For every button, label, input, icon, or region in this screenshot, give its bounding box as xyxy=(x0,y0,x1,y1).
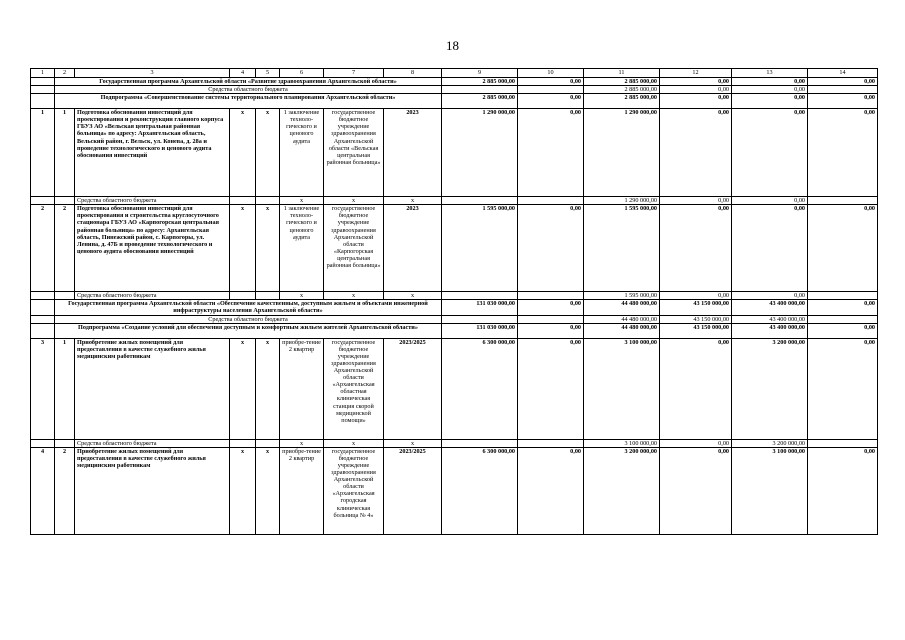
executor: государственное бюджетное учреждение здравоохранения Архангельской области «Архангельская областная клиническая станция скорой медицинской помощи» xyxy=(324,338,384,439)
cell-value: х xyxy=(230,205,256,292)
cell-value: 0,00 xyxy=(518,447,584,534)
cell-value: х xyxy=(324,197,384,205)
program-title: Государственная программа Архангельской области «Обеспечение качественным, доступным жильем и объектами инженерной инфраструктуры населения Архангельской области» xyxy=(55,300,442,315)
header-cell: 8 xyxy=(384,69,442,78)
cell-value: 0,00 xyxy=(660,78,732,86)
cell-value: 0,00 xyxy=(732,109,808,197)
cell-value: 43 150 000,00 xyxy=(660,323,732,338)
cell-value: 43 150 000,00 xyxy=(660,300,732,315)
cell-value: 0,00 xyxy=(518,338,584,439)
table-row xyxy=(31,109,878,197)
header-row xyxy=(31,69,878,78)
cell-value: х xyxy=(256,205,280,292)
program-title: Государственная программа Архангельской области «Развитие здравоохранения Архангельской области» xyxy=(55,78,442,86)
cell-value: 0,00 xyxy=(732,78,808,86)
result-indicator: приобре-тение 2 квартир xyxy=(280,447,324,534)
period: 2023 xyxy=(384,205,442,292)
row-number: 2 xyxy=(31,205,55,292)
event-name: Подготовка обоснования инвестиций для проектирования и строительства круглосуточного стационара ГБУЗ АО «Карпогорская центральная районная больница» по адресу: Архангельская область, Пинежский район, с. Карпогоры, ул. Ленина, д. 47Б и проведение технологического и ценового аудита обоснования инвестиций xyxy=(75,205,230,292)
cell-total: 1 290 000,00 xyxy=(442,109,518,197)
cell-value: 1 595 000,00 xyxy=(584,292,660,300)
funding-source-row xyxy=(31,439,878,447)
cell-value: 0,00 xyxy=(732,197,808,205)
row-subnumber: 1 xyxy=(55,109,75,197)
cell-total: 6 300 000,00 xyxy=(442,338,518,439)
program-row xyxy=(31,300,878,315)
period: 2023/2025 xyxy=(384,447,442,534)
header-cell: 10 xyxy=(518,69,584,78)
cell-value: 0,00 xyxy=(660,94,732,109)
cell-value: 2 885 000,00 xyxy=(584,94,660,109)
result-indicator: приобре-тение 2 квартир xyxy=(280,338,324,439)
cell-value: х xyxy=(256,338,280,439)
cell-value: 1 595 000,00 xyxy=(584,205,660,292)
cell-value: 44 480 000,00 xyxy=(584,300,660,315)
cell-value: 0,00 xyxy=(732,94,808,109)
cell-value: х xyxy=(324,292,384,300)
header-cell: 5 xyxy=(256,69,280,78)
cell-value: 0,00 xyxy=(808,300,878,315)
cell-value: 0,00 xyxy=(808,338,878,439)
cell-total: 6 300 000,00 xyxy=(442,447,518,534)
cell-value: 43 150 000,00 xyxy=(660,315,732,323)
executor: государственное бюджетное учреждение здравоохранения Архангельской области «Архангельская городская клиническая больница № 4» xyxy=(324,447,384,534)
page-number: 18 xyxy=(446,38,459,53)
cell-value: 0,00 xyxy=(518,323,584,338)
cell-value: 0,00 xyxy=(518,94,584,109)
subprogram-title: Подпрограмма «Создание условий для обеспечения доступным и комфортным жильем жителей Архангельской области» xyxy=(55,323,442,338)
cell-value: 0,00 xyxy=(808,323,878,338)
cell-value: 2 885 000,00 xyxy=(584,86,660,94)
funding-source-label: Средства областного бюджета xyxy=(55,86,442,94)
row-number: 1 xyxy=(31,109,55,197)
header-cell: 7 xyxy=(324,69,384,78)
cell-total: 1 595 000,00 xyxy=(442,205,518,292)
cell-value: 1 290 000,00 xyxy=(584,109,660,197)
event-name: Приобретение жилых помещений для предоставления в качестве служебного жилья медицинским работникам xyxy=(75,447,230,534)
header-cell: 6 xyxy=(280,69,324,78)
executor: государственное бюджетное учреждение здравоохранения Архангельской области «Карпогорская центральная районная больница» xyxy=(324,205,384,292)
header-cell: 1 xyxy=(31,69,55,78)
table-row xyxy=(31,205,878,292)
cell-value: 0,00 xyxy=(660,86,732,94)
funding-source-row xyxy=(31,197,878,205)
cell-value: 0,00 xyxy=(660,292,732,300)
cell-value: 0,00 xyxy=(518,205,584,292)
subprogram-row xyxy=(31,94,878,109)
executor: государственное бюджетное учреждение здравоохранения Архангельской области «Вельская центральная районная больница» xyxy=(324,109,384,197)
cell-value: х xyxy=(324,439,384,447)
cell-value: 44 480 000,00 xyxy=(584,323,660,338)
cell-value: 0,00 xyxy=(808,447,878,534)
cell-value: 0,00 xyxy=(518,78,584,86)
header-cell: 14 xyxy=(808,69,878,78)
cell-value: 3 100 000,00 xyxy=(584,439,660,447)
cell-value: 0,00 xyxy=(808,109,878,197)
cell-value: 44 480 000,00 xyxy=(584,315,660,323)
cell-value: х xyxy=(230,338,256,439)
cell-value: 3 200 000,00 xyxy=(732,439,808,447)
cell-value: 0,00 xyxy=(660,338,732,439)
cell-value: 0,00 xyxy=(518,109,584,197)
row-subnumber: 2 xyxy=(55,447,75,534)
cell-value: 3 100 000,00 xyxy=(584,338,660,439)
header-cell: 12 xyxy=(660,69,732,78)
cell-value: х xyxy=(256,109,280,197)
row-subnumber: 1 xyxy=(55,338,75,439)
cell-value: х xyxy=(384,292,442,300)
cell-total: 131 030 000,00 xyxy=(442,323,518,338)
cell-value: 0,00 xyxy=(660,205,732,292)
cell-value: 0,00 xyxy=(732,86,808,94)
cell-total: 131 030 000,00 xyxy=(442,300,518,315)
cell-value: х xyxy=(230,109,256,197)
cell-total: 2 885 000,00 xyxy=(442,94,518,109)
cell-value: 3 200 000,00 xyxy=(584,447,660,534)
cell-value: 2 885 000,00 xyxy=(584,78,660,86)
cell-value: 0,00 xyxy=(518,300,584,315)
budget-table xyxy=(30,68,878,535)
cell-value: х xyxy=(280,292,324,300)
cell-value: 0,00 xyxy=(660,439,732,447)
table-row xyxy=(31,447,878,534)
cell-value: 0,00 xyxy=(808,205,878,292)
cell-value: 3 100 000,00 xyxy=(732,447,808,534)
row-number: 3 xyxy=(31,338,55,439)
funding-source-row xyxy=(31,86,878,94)
result-indicator: 1 заключение техноло-гического и ценового аудита xyxy=(280,205,324,292)
cell-value: 43 400 000,00 xyxy=(732,323,808,338)
cell-total: 2 885 000,00 xyxy=(442,78,518,86)
cell-value: 0,00 xyxy=(660,109,732,197)
subprogram-title: Подпрограмма «Совершенствование системы территориального планирования Архангельской области» xyxy=(55,94,442,109)
row-number: 4 xyxy=(31,447,55,534)
cell-value: х xyxy=(280,439,324,447)
table-row xyxy=(31,338,878,439)
header-cell: 3 xyxy=(75,69,230,78)
header-cell: 2 xyxy=(55,69,75,78)
funding-source-label: Средства областного бюджета xyxy=(75,292,230,300)
cell-value: 43 400 000,00 xyxy=(732,300,808,315)
period: 2023 xyxy=(384,109,442,197)
event-name: Подготовка обоснования инвестиций для проектирования и реконструкции главного корпуса ГБУЗ АО «Вельская центральная районная больница» по адресу: Архангельская область, Вельский район, г. Вельск, ул. Конева, д. 28а и проведение технологического и ценового аудита обоснования инвестиций xyxy=(75,109,230,197)
cell-value: х xyxy=(280,197,324,205)
funding-source-row xyxy=(31,292,878,300)
cell-value: 0,00 xyxy=(808,78,878,86)
funding-source-row xyxy=(31,315,878,323)
cell-value: 43 400 000,00 xyxy=(732,315,808,323)
funding-source-label: Средства областного бюджета xyxy=(75,197,230,205)
program-row xyxy=(31,78,878,86)
cell-value: 0,00 xyxy=(808,94,878,109)
cell-value: х xyxy=(384,197,442,205)
cell-value: 0,00 xyxy=(660,197,732,205)
header-cell: 13 xyxy=(732,69,808,78)
funding-source-label: Средства областного бюджета xyxy=(55,315,442,323)
cell-value: 0,00 xyxy=(732,205,808,292)
header-cell: 11 xyxy=(584,69,660,78)
cell-value: 0,00 xyxy=(660,447,732,534)
cell-value: х xyxy=(256,447,280,534)
period: 2023/2025 xyxy=(384,338,442,439)
result-indicator: 1 заключение техноло-гического и ценового аудита xyxy=(280,109,324,197)
row-subnumber: 2 xyxy=(55,205,75,292)
cell-value: 3 200 000,00 xyxy=(732,338,808,439)
header-cell: 9 xyxy=(442,69,518,78)
funding-source-label: Средства областного бюджета xyxy=(75,439,230,447)
event-name: Приобретение жилых помещений для предоставления в качестве служебного жилья медицинским работникам xyxy=(75,338,230,439)
cell-value: 0,00 xyxy=(732,292,808,300)
subprogram-row xyxy=(31,323,878,338)
cell-value: 1 290 000,00 xyxy=(584,197,660,205)
header-cell: 4 xyxy=(230,69,256,78)
cell-value: х xyxy=(230,447,256,534)
cell-value: х xyxy=(384,439,442,447)
